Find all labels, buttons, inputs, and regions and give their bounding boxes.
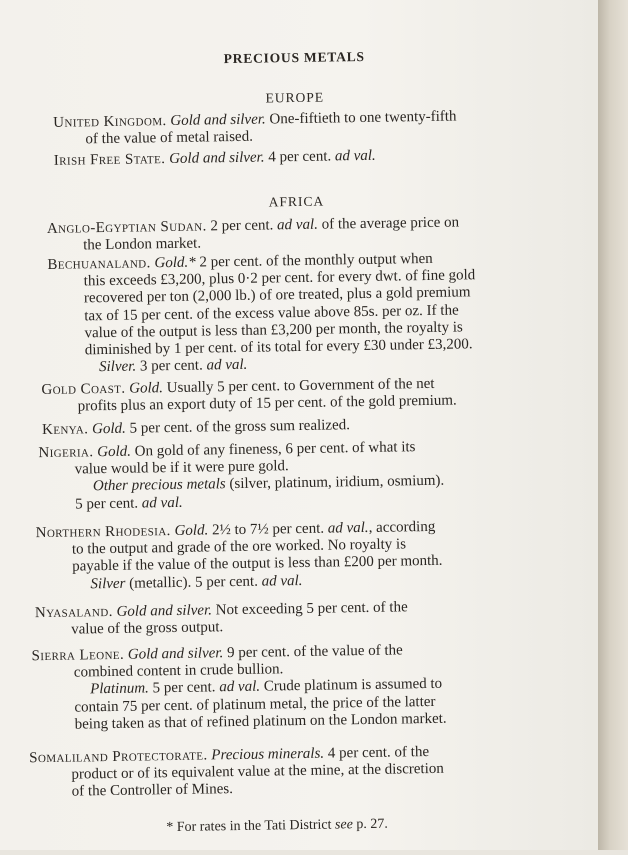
page-title: PRECIOUS METALS bbox=[223, 48, 365, 67]
entry-united-kingdom bbox=[53, 109, 457, 150]
section-heading-africa: AFRICA bbox=[268, 193, 325, 210]
ad-val: ad val. bbox=[206, 357, 248, 374]
entry-bechuanaland bbox=[47, 250, 476, 377]
entry-text: product or of its equivalent value at the mine, at the discretion bbox=[71, 760, 444, 783]
ad-val: ad val. bbox=[261, 572, 303, 590]
entry-text: 3 per cent. bbox=[139, 357, 203, 375]
country-name: Nyasaland. bbox=[34, 603, 113, 622]
metal-label: Gold and silver. bbox=[127, 645, 224, 663]
entry-text: 2 per cent. of the monthly output when bbox=[199, 250, 433, 271]
entry-text: 4 per cent. of the bbox=[327, 744, 430, 762]
entry-somaliland-protectorate bbox=[29, 744, 444, 802]
entry-text: value of the output is less than £3,200 per month, the royalty is bbox=[84, 319, 463, 342]
country-name: Anglo-Egyptian Sudan. bbox=[46, 218, 207, 237]
entry-text: this exceeds £3,200, plus 0·2 per cent. for every dwt. of fine gold bbox=[83, 267, 476, 290]
entry-text: profits plus an export duty of 15 per cent. of the gold premium. bbox=[77, 392, 457, 415]
entry-text: One-fiftieth to one twenty-fifth bbox=[269, 108, 457, 128]
metal-label: Gold and silver. bbox=[170, 111, 266, 129]
entry-text: combined content in crude bullion. bbox=[73, 661, 284, 681]
metal-label: Platinum. bbox=[90, 680, 150, 698]
country-name: Nigeria. bbox=[38, 444, 94, 462]
footnote bbox=[166, 817, 388, 836]
entry-text: 5 per cent. of the gross sum realized. bbox=[129, 417, 351, 437]
section-heading-europe: EUROPE bbox=[265, 89, 325, 106]
entry-text: , according bbox=[368, 518, 436, 536]
entry-text: of the average price on bbox=[321, 214, 460, 233]
entry-text: recovered per ton (2,000 lb.) of ore treated, plus a gold premium bbox=[83, 284, 471, 307]
country-name: Northern Rhodesia. bbox=[35, 523, 171, 542]
footnote-text: * For rates in the Tati District bbox=[166, 817, 332, 836]
ad-val: ad val. bbox=[141, 494, 183, 512]
entry-text: 5 per cent. bbox=[194, 573, 259, 591]
entry-text: tax of 15 per cent. of the excess value above 85s. per oz. If the bbox=[84, 302, 459, 324]
metal-label: Gold. bbox=[174, 522, 209, 539]
entry-text: 9 per cent. of the value of the bbox=[226, 642, 403, 662]
entry-nigeria bbox=[38, 439, 444, 514]
entry-text: value would be if it were pure gold. bbox=[74, 458, 289, 478]
entry-text: 2 per cent. bbox=[210, 217, 274, 235]
entry-nyasaland bbox=[35, 599, 408, 639]
entry-text: 2½ to 7½ per cent. bbox=[211, 520, 325, 539]
metal-label: Gold and silver. bbox=[116, 602, 213, 620]
metal-label: Silver. bbox=[98, 358, 137, 376]
ad-val: ad val. bbox=[327, 519, 369, 537]
entry-text: value of the gross output. bbox=[71, 619, 224, 638]
entry-sierra-leone bbox=[31, 642, 446, 735]
entry-text: being taken as that of refined platinum on the London market. bbox=[74, 710, 447, 733]
entry-text: Usually 5 per cent. to Government of the net bbox=[166, 375, 435, 397]
metal-label: Gold.* bbox=[154, 254, 196, 272]
country-name: Gold Coast. bbox=[41, 380, 126, 399]
entry-text: 5 per cent. bbox=[152, 679, 216, 697]
metal-label: Silver bbox=[90, 575, 126, 592]
entry-northern-rhodesia bbox=[36, 519, 443, 594]
country-name: Bechuanaland. bbox=[47, 255, 151, 273]
metal-label: Other precious metals bbox=[92, 476, 226, 495]
entry-text: to the output and grade of the ore worked. No royalty is bbox=[71, 536, 407, 558]
entry-text: of the value of metal raised. bbox=[85, 128, 254, 148]
ad-val: ad val. bbox=[276, 216, 319, 234]
metal-label: Precious minerals. bbox=[211, 745, 325, 764]
entry-text: the London market. bbox=[83, 235, 202, 254]
entry-text: diminished by 1 per cent. of its total for every £30 under £3,200. bbox=[84, 336, 473, 359]
entry-text: 4 per cent. bbox=[268, 148, 332, 166]
country-name: Sierra Leone. bbox=[31, 646, 125, 665]
country-name: Irish Free State. bbox=[53, 151, 166, 169]
entry-kenya bbox=[42, 417, 350, 439]
metal-label: Gold. bbox=[97, 443, 132, 461]
footnote-see: see bbox=[334, 817, 353, 833]
entry-text: Crude platinum is assumed to bbox=[263, 676, 443, 696]
country-name: Somaliland Protectorate. bbox=[29, 747, 208, 767]
entry-text: payable if the value of the output is less than £200 per month. bbox=[72, 553, 443, 576]
entry-text: 5 per cent. bbox=[75, 495, 139, 513]
country-name: Kenya. bbox=[41, 421, 89, 439]
entry-text: On gold of any fineness, 6 per cent. of what its bbox=[134, 439, 416, 460]
entry-text: of the Controller of Mines. bbox=[71, 781, 234, 801]
metal-label: Gold. bbox=[129, 380, 164, 397]
entry-text: (silver, platinum, iridium, osmium). bbox=[229, 473, 445, 493]
metal-label: Gold and silver. bbox=[169, 149, 265, 168]
entry-irish-free-state bbox=[54, 148, 376, 170]
entry-gold-coast bbox=[41, 376, 457, 417]
ad-val: ad val. bbox=[219, 679, 261, 696]
entry-text: (metallic). bbox=[129, 574, 192, 592]
ad-val: ad val. bbox=[334, 147, 376, 165]
entry-text: contain 75 per cent. of platinum metal, the price of the latter bbox=[74, 693, 436, 716]
country-name: United Kingdom. bbox=[53, 113, 167, 131]
metal-label: Gold. bbox=[91, 420, 126, 438]
entry-text: Not exceeding 5 per cent. of the bbox=[215, 599, 408, 619]
footnote-page: p. 27. bbox=[356, 816, 388, 833]
entry-anglo-egyptian-sudan bbox=[47, 214, 460, 255]
